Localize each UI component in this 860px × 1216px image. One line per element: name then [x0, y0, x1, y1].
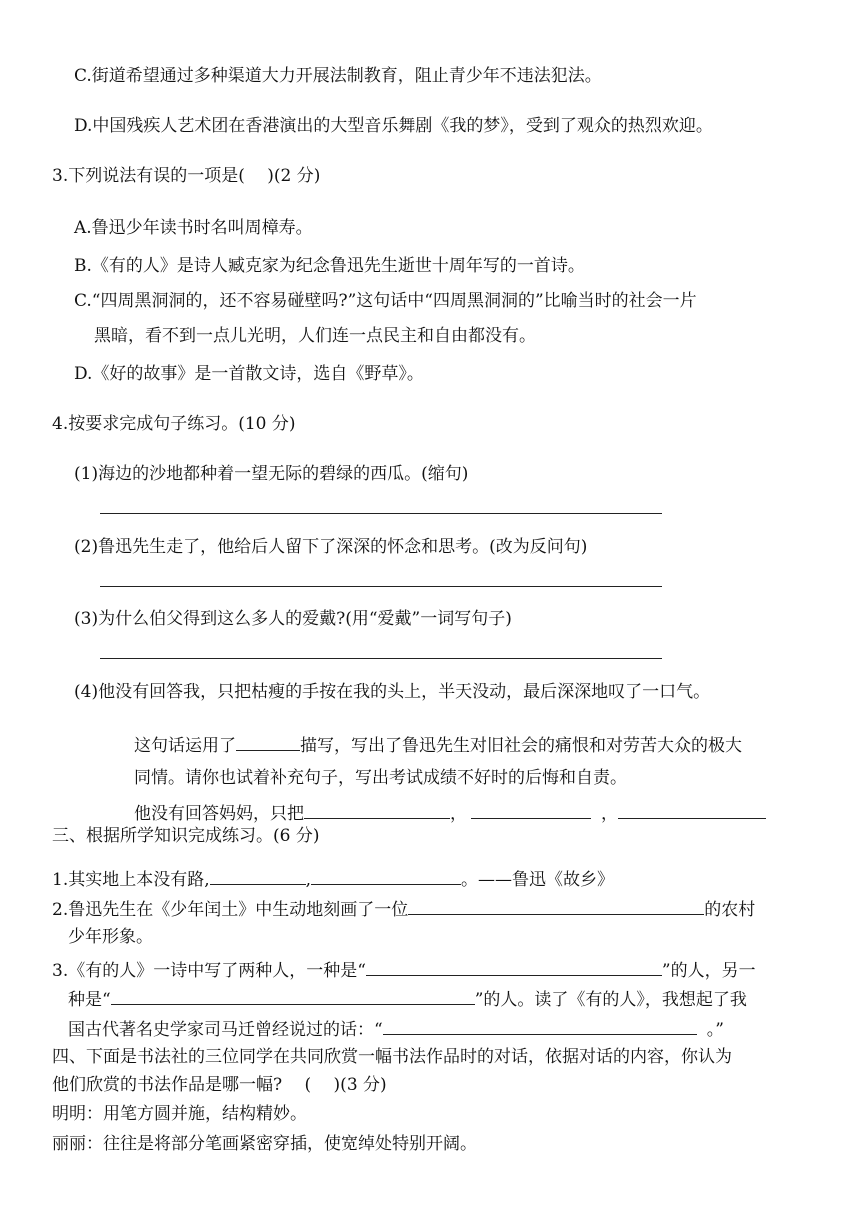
section3-item-3-line-3: [68, 1016, 724, 1040]
section3-item-3: [52, 957, 756, 981]
item3-blank-2[interactable]: [111, 986, 475, 1005]
q4-paragraph-line-1: [134, 732, 742, 756]
q4-technique-prefix: 这句话运用了: [134, 736, 236, 756]
item3-text-a: 3.《有的人》一诗中写了两种人，一种是“: [52, 961, 366, 981]
section-4-title-line-1: 四、下面是书法社的三位同学在共同欣赏一幅书法作品时的对话，依据对话的内容，你认为: [52, 1047, 732, 1067]
q3-option-b: B.《有的人》是诗人臧克家为纪念鲁迅先生逝世十周年写的一首诗。: [74, 256, 585, 276]
item1-blank-1[interactable]: [210, 866, 306, 885]
section3-item-3-line-2: [68, 986, 747, 1010]
q4-technique-suffix: 描写，写出了鲁迅先生对旧社会的痛恨和对劳苦大众的极大: [300, 736, 742, 756]
q4-sentence-2: (2)鲁迅先生走了，他给后人留下了深深的怀念和思考。(改为反问句): [74, 537, 588, 557]
q3-stem: 3.下列说法有误的一项是( )(2 分): [52, 166, 321, 186]
item3-text-f: 。”: [706, 1020, 724, 1040]
item3-text-e: 国古代著名史学家司马迁曾经说过的话：“: [68, 1020, 383, 1040]
comma-2: ，: [601, 804, 618, 824]
q4-continue-prefix: 他没有回答妈妈，只把: [134, 804, 304, 824]
q4-paragraph-line-2: 同情。请你也试着补充句子，写出考试成绩不好时的后悔和自责。: [134, 768, 627, 788]
section3-item-2-cont: 少年形象。: [68, 927, 153, 947]
q4-sentence-1: (1)海边的沙地都种着一望无际的碧绿的西瓜。(缩句): [74, 464, 469, 484]
q2-option-d: D.中国残疾人艺术团在香港演出的大型音乐舞剧《我的梦》，受到了观众的热烈欢迎。: [74, 116, 713, 136]
section3-item-2: [52, 896, 755, 920]
item1-text-c: 。——鲁迅《故乡》: [461, 870, 615, 890]
item3-text-d: ”的人。读了《有的人》，我想起了我: [474, 990, 747, 1010]
item1-comma: ,: [305, 870, 312, 890]
q3-option-d: D.《好的故事》是一首散文诗，选自《野草》。: [74, 364, 424, 384]
item2-blank[interactable]: [408, 896, 704, 915]
q4-sentence-3: (3)为什么伯父得到这么多人的爱戴?(用“爱戴”一词写句子): [74, 609, 512, 629]
mingming-dialogue: 明明：用笔方圆并施，结构精妙。: [52, 1104, 307, 1124]
item2-text-b: 的农村: [704, 900, 756, 920]
q4-answer-line-2[interactable]: [100, 586, 662, 587]
q2-option-c: C.街道希望通过多种渠道大力开展法制教育，阻止青少年不违法犯法。: [74, 66, 602, 86]
continue-blank-2[interactable]: [471, 800, 591, 819]
q4-answer-line-3[interactable]: [100, 658, 662, 659]
item1-text-a: 1.其实地上本没有路,: [52, 870, 210, 890]
section-4-title-line-2: 他们欣赏的书法作品是哪一幅? ( )(3 分): [52, 1075, 387, 1095]
q3-option-a: A.鲁迅少年读书时名叫周樟寿。: [74, 218, 313, 238]
item3-blank-3[interactable]: [383, 1016, 697, 1035]
technique-blank[interactable]: [236, 732, 300, 751]
item3-text-b: ”的人，另一: [661, 961, 756, 981]
comma-1: ，: [450, 804, 467, 824]
q3-option-c-line1: C.“四周黑洞洞的，还不容易碰壁吗?”这句话中“四周黑洞洞的”比喻当时的社会一片: [74, 291, 697, 311]
item3-blank-1[interactable]: [366, 957, 662, 976]
item2-text-a: 2.鲁迅先生在《少年闰土》中生动地刻画了一位: [52, 900, 409, 920]
q4-paragraph-line-3: [134, 800, 766, 824]
item1-blank-2[interactable]: [311, 866, 461, 885]
continue-blank-3[interactable]: [618, 800, 766, 819]
continue-blank-1[interactable]: [304, 800, 450, 819]
section-3-title: 三、根据所学知识完成练习。(6 分): [52, 826, 320, 846]
q3-option-c-line2: 黑暗，看不到一点儿光明，人们连一点民主和自由都没有。: [94, 326, 536, 346]
q4-stem: 4.按要求完成句子练习。(10 分): [52, 414, 296, 434]
section3-item-1: [52, 866, 614, 890]
item3-text-c: 种是“: [68, 990, 111, 1010]
lili-dialogue: 丽丽：往往是将部分笔画紧密穿插，使宽绰处特别开阔。: [52, 1134, 477, 1154]
q4-sentence-4: (4)他没有回答我，只把枯瘦的手按在我的头上，半天没动，最后深深地叹了一口气。: [74, 682, 711, 702]
q4-answer-line-1[interactable]: [100, 513, 662, 514]
